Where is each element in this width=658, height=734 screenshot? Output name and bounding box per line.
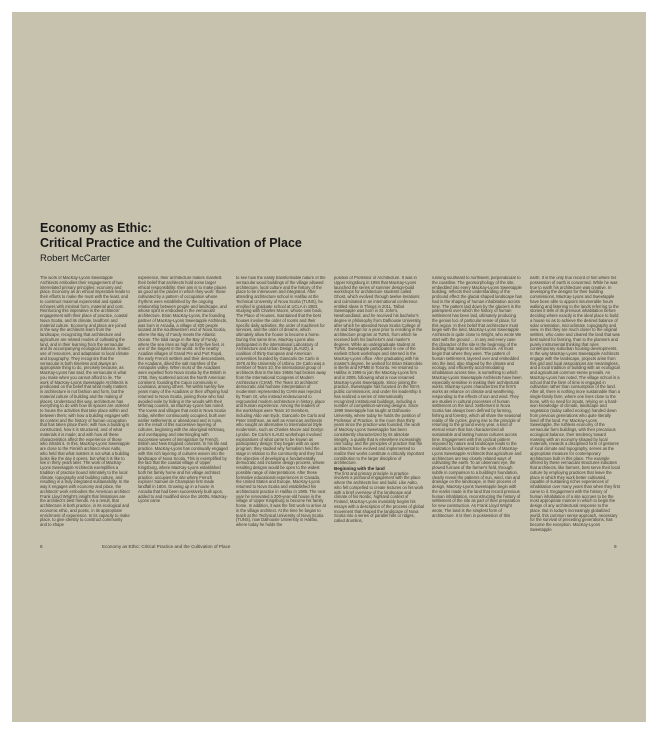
column-1-text: The work of MacKay-Lyons Sweetapple Architects embodies their engagement of two interrelated primary principles: economy and place. Economy as an ethical imperative leads to their efforts to make the most with the least, and to construct maximal experiential and spatial richness with minimal form, material and cost. Reinforcing this imperative is the architects' engagement with their place of practice, coastal Nova Scotia, and its climate, landform and material culture. Economy and place are joined in the way the architects learn from the landscape, recognizing that architecture and agriculture are related modes of cultivating the land, and in their learning from the vernacular and its accompanying ecological balance, limited use of resources, and adaptation to local climate and topography. They recognize that the vernacular is both timeless and always an appropriate thing to do, precisely because, as MacKay-Lyons has said, the vernacular is what you make when you cannot afford to lie. The work of MacKay-Lyons Sweetapple Architects is predicated on the belief that what really matters in architecture is not fashion and form, but the material culture of building and the making of places. Understood this way, architecture has everything to do with how its spaces are ordered to house the activities that take place within and between them; with how a building engages with its context and the history of human occupation that has taken place there; with how a building is constructed, how it is structured, and of what materials it is made; and with how all these characteristics affect the experience of those who inhabit it. In this, MacKay-Lyons Sweetapple are close to the Finnish architect Alvar Aalto, who held that what matters is not what a building looks like the day it opens, but what it is like to live in thirty years later. The work of MacKay-Lyons Sweetapple Architects exemplifies a tradition of practice bound intimately to the local climate, topography and building culture, and resulting in a truly integrated sustainability. In the way it engages with economy and place, the architects' work embodies the American architect Frank Lloyd Wright's insight that limitations are the architect's best friends. As a result, that architecture is both practice, in its ecological and economic ethic, and poetic, in its appropriate enrichment of experience. In its capacity to make place, to give identity to construct community and to shape: [40, 276, 130, 527]
article-subtitle: Critical Practice and the Cultivation of Place: [40, 236, 302, 250]
book-spread: [12, 12, 646, 722]
text-column-4: [334, 276, 424, 538]
page-number-right: 9: [614, 544, 617, 549]
column-2-text: experience, their architecture makes manifest their belief that architects hold some larger ethical responsibility: their aim is to make places as good as the places in which they work: those cultivated by a pattern of occupation whose rhythms were established by the ongoing relationship between people and landscape, and whose spirit is embodied in the vernacular architecture. Brian MacKay-Lyons, the founding partner of MacKay-Lyons Sweetapple Architects, was born in Arcadia, a village of 400 people located at the southwestern end of Nova Scotia, where the Bay of Fundy meets the Atlantic Ocean. The tidal range in the Bay of Fundy, where the sea rises as high as forty-five feet, is one of the largest in the world. In the nearby Acadian villages of Grand Pre and Port Royal, the early French settlers and their descendants, the Acadians, diked the salt marshes of the Annapolis valley. When most of the Acadians were expelled from Nova Scotia by the British in 1755, they scattered across the North American continent, founding the Cajun community in Louisiana, among others. Yet within twenty-five years many of the Acadians or their offspring had returned to Nova Scotia, joining those who had avoided exile by hiding in the woods with their Mi'kmaq cousins, as MacKay-Lyons has noted. The towns and villages that exist in Nova Scotia today, whether continuously occupied, built over earlier settlements or abandoned and in ruins, are the result of this successive layering of cultures, beginning with the aboriginal Mi'kmaq, and overlapping and intermingling with successive waves of immigration by French, British and New England colonists. In his life and practice, MacKay-Lyons has continually engaged with this rich layering of cultures woven into the landscape of Nova Scotia. This is exemplified by the fact that the coastal village of Upper Kingsburg, where MacKay-Lyons established both his family home and his village architect practice, occupies the site where French explorer Samuel de Champlain first made landfall in 1604. Growing up in a house in Arcadia that had been successively built upon, added to and modified since the 1600s, MacKay-Lyons came: [138, 276, 228, 504]
article-title: Economy as Ethic:: [40, 221, 152, 235]
page-number-left: 8: [40, 544, 43, 549]
text-column-5: [432, 276, 522, 538]
column-4-text: position of Professor of Architecture. It was in Upper Kingsburg in 1994 that MacKay-Lyons launched the series of summer design-build workshops for architecture students called Ghost, which evolved through twelve iterations and culminated in an international conference entitled Ideas in Things in 2011. Talbot Sweetapple was born in St. John's, Newfoundland, and he received his bachelor's degree in philosophy from Dalhousie University, after which he attended Nova Scotia College of Art and Design for a year prior to enrolling in the architecture program at TUNS, from which he received both his bachelor's and master's degrees. While an undergraduate student at TUNS, Sweetapple participated in one of the earliest Ghost workshops and interned in the MacKay-Lyons office. After graduating with his master's degree, he worked for Brian Skamoleto in Berlin and KPMB in Toronto. He returned to Halifax in 1999 to join the MacKay-Lyons firm and in 2005, following what is now renamed MacKay-Lyons Sweetapple. Since joining the practice, Sweetapple has focused on the firm's public commissions, and under his leadership it has realized a series of internationally recognized institutional buildings, including a number of competition-winning designs. Since 1999 Sweetapple has taught at Dalhousie University, where today he holds the position of Professor of Practice. In the more than thirty years since the practice was founded, the work of MacKay-Lyons Sweetapple has been consistently characterized by its absolute integrity, a quality that is elsewhere increasingly rare today, and the principles of practice that the architects have evolved and implemented to realize their works constitute a critically important contribution to the larger discipline of architecture.: [334, 276, 424, 466]
running-head: Economy as Ethic: Critical Practice and the Cultivation of Place: [102, 544, 231, 549]
text-column-3: [236, 276, 326, 538]
text-column-2: [138, 276, 228, 538]
column-5-text: running southeast to northwest, perpendicular to the coastline. The geomorphology of the site, embedded into every MacKay-Lyons Sweetapple building, reflects their understanding of the profound effect the glacial shaped landscape has had in the shaping of human inhabitation across time. The pattern laid down by the glaciers is the palimpsest over which the history of human settlement has been laid, ultimately producing the genius loci of particular sense of place, for this region. In their belief that architecture must begin with the land, MacKay-Lyons Sweetapple Architects is quite close to Wright, who wrote We start with the ground ... in any and every case the character of the site is the beginning of the building that aspires to architecture. All must begin that where they were. The pattern of human settlement, layered over and embedded into the land, also shaped by the climate and ecology, and efficiently accommodating inhabitation across time, is something to which MacKay-Lyons Sweetapple Architects have been especially sensitive in making their architectural works. MacKay-Lyons characterizes the firm's works as reliance on climate and weathering, responding to the effects of sun and wind. They are studies in cultural processes of human settlement on the land. Settlement in Nova Scotia has always been defined by farming, fishing and forestry, which all share the seasonal reality of life cycles, giving rise to the principle of returning to the ground every year, a kind of eternal return that has characterized all sustainable and lasting human cultures across time. Engagement with this cyclical pattern imposed by nature and landscape leads to the realization fundamental to the work of MacKay-Lyons Sweetapple Architects that agriculture and architecture are two closely related ways of cultivating the earth. To an observant eye, the plowed furrows of the farmer's field, through subtle in comparison to a building's foundation, clearly reveal the patterns of sun, wind, rain and drainage on the landscape, in their process of design, MacKay-Lyons Sweetapple begin with the marks made in the land that record previous human inhabitation, reconstructing the history of settlement of the site as part of their preparation for new construction. As Frank Lloyd Wright wrote, The land is the simplest form of architecture. It is then in possession of this: [432, 276, 522, 518]
column-6-text: earth. It is the only true record of him where his possession of earth is concerned. While he was true to earth his architecture was creative. In developing the designs for their building commissions, MacKay-Lyons and Sweetapple have been able to appoint innumerable hours walking and listening to the lands referring to the stories it tells of its previous inhabitation before deciding where exactly is the ideal place to build a house so as to achieve the desired balance of solar orientation, microclimate, topography and view. In this they are much closer to the original settlers, who came and cleared the land that was best suited for farming, than to the planners and purely instrumental thinking that rules contemporary suburban housing developments. In the way MacKay-Lyons Sweetapple Architects engage with the landscape, projects arise from this grid and local associations are meaningless, and a local tradition of building with an ecological and agricultural common-sense prevails. As MacKay-Lyons has noted, The village school is a school that the farm of time is engaged in cultivation rather than consumption of the land. After all, there is nothing more sustainable than a single-family farm, where one lives close to the bone, with no need for inputs, relying on a hard-won knowledge of climate, landscape and vegetation (today called ecology) handed down from previous generations who quite literally lived off the land. For MacKay-Lyons Sweetapple, the ruthless economy of the vernacular farm buildings, with their precarious ecological balance, their tendency toward massing with an economy shaped by local materials, rewards a disciplined form of gestures of local climate and topography, serves as the appropriate measure for contemporary architecture built in this place. The example offered by these vernacular structures indicates that architects, like farmers, best serve their local culture by employing practices that leave the place in which they work better cultivated, capable of sustaining richer experiences of inhabitation over many years than when they first came to it. Engagement with the history of human inhabitation of a site accrues to be the most appropriate manner in which to begin the design of any architectural response to the place. But in today's increasingly globalized world, this common sense approach, necessary for the survival of preceding generations, has become the exception. MacKay-Lyons Sweetapple: [530, 276, 620, 532]
column-4-text-continued: The first and primary principle in practice involves a profound engagement with the place where the architects live and build. Like Aalto, who felt compelled to create lectures on his work with a brief overview of the landscape and climate of his Nordic, highland context of Finland, MacKay-Lyons invariably begins his essays with a description of the process of global movement that shaped the landscape of Nova Scotia into a series of parallel hills or ridges, called drumlins,: [334, 470, 424, 524]
section-heading: Beginning with the land: [334, 466, 385, 471]
article-author: Robert McCarter: [40, 253, 111, 264]
column-3-text: to see how the easily transformable nature of the vernacular wood buildings of the village allowed architecture, local culture and the history of the place to be interwoven and integrated. After attending architecture school in Halifax at the Technical University of Nova Scotia (TUNS), he enrolled in graduate school at UCLA in 1983, studying with Charles Moore, whose own book, The Place of Houses, maintained that the best houses involve the order of rooms and their specific daily activities, the order of machines for services, and the order of dreams, which ultimately allow the house to become a home. During this same time, MacKay-Lyons also participated in the international Laboratory of Architecture and Urban Design (ILAUD), a coalition of thirty European and American universities founded by Giancarlo De Carlo in 1976 at the University of Urbino. De Carlo was a member of Team 10, the international group of architects that in the late 1950s had broken away from the International Congress of Modern Architecture (CIAM). The Team 10 architects' democratic and humane interpretation of modernism represented by CIAM was rejected by Team 10, who instead endeavoured to regrounded modern architecture in history, place and human experience. Among the leaders of the workshops were Team 10 members, including Aldo van Eyck, Giancarlo De Carlo and Peter Smithson, as well as American architects who sought an alternative to International Style modernism, such as Charles Moore and Donlyn Lyndon. De Carlo's ILAUD workshops involved explorations of what came to be known as participatory design: they began with an open program; they studied why formalism held the stage in relation to the community and they had the objective of developing a fundamentally democratic and inclusive design process, whose resulting designs would be open to the widest possible range of interpretations. After these formative educational experiences in Canada, the United States and Europe, MacKay-Lyons returned to Nova Scotia and established his architectural practice in Halifax in 1985. The next year he renovated a 200-year-old house in the village of Upper Kingsburg to become his family home. In addition, it was the first work to arrive at in the village architect. At the time he began to teach at the Technical University of Nova Scotia (TUNS), now Dalhousie University in Halifax, where today he holds the: [236, 276, 326, 527]
text-column-1: [40, 276, 130, 538]
text-column-6: [530, 276, 620, 538]
